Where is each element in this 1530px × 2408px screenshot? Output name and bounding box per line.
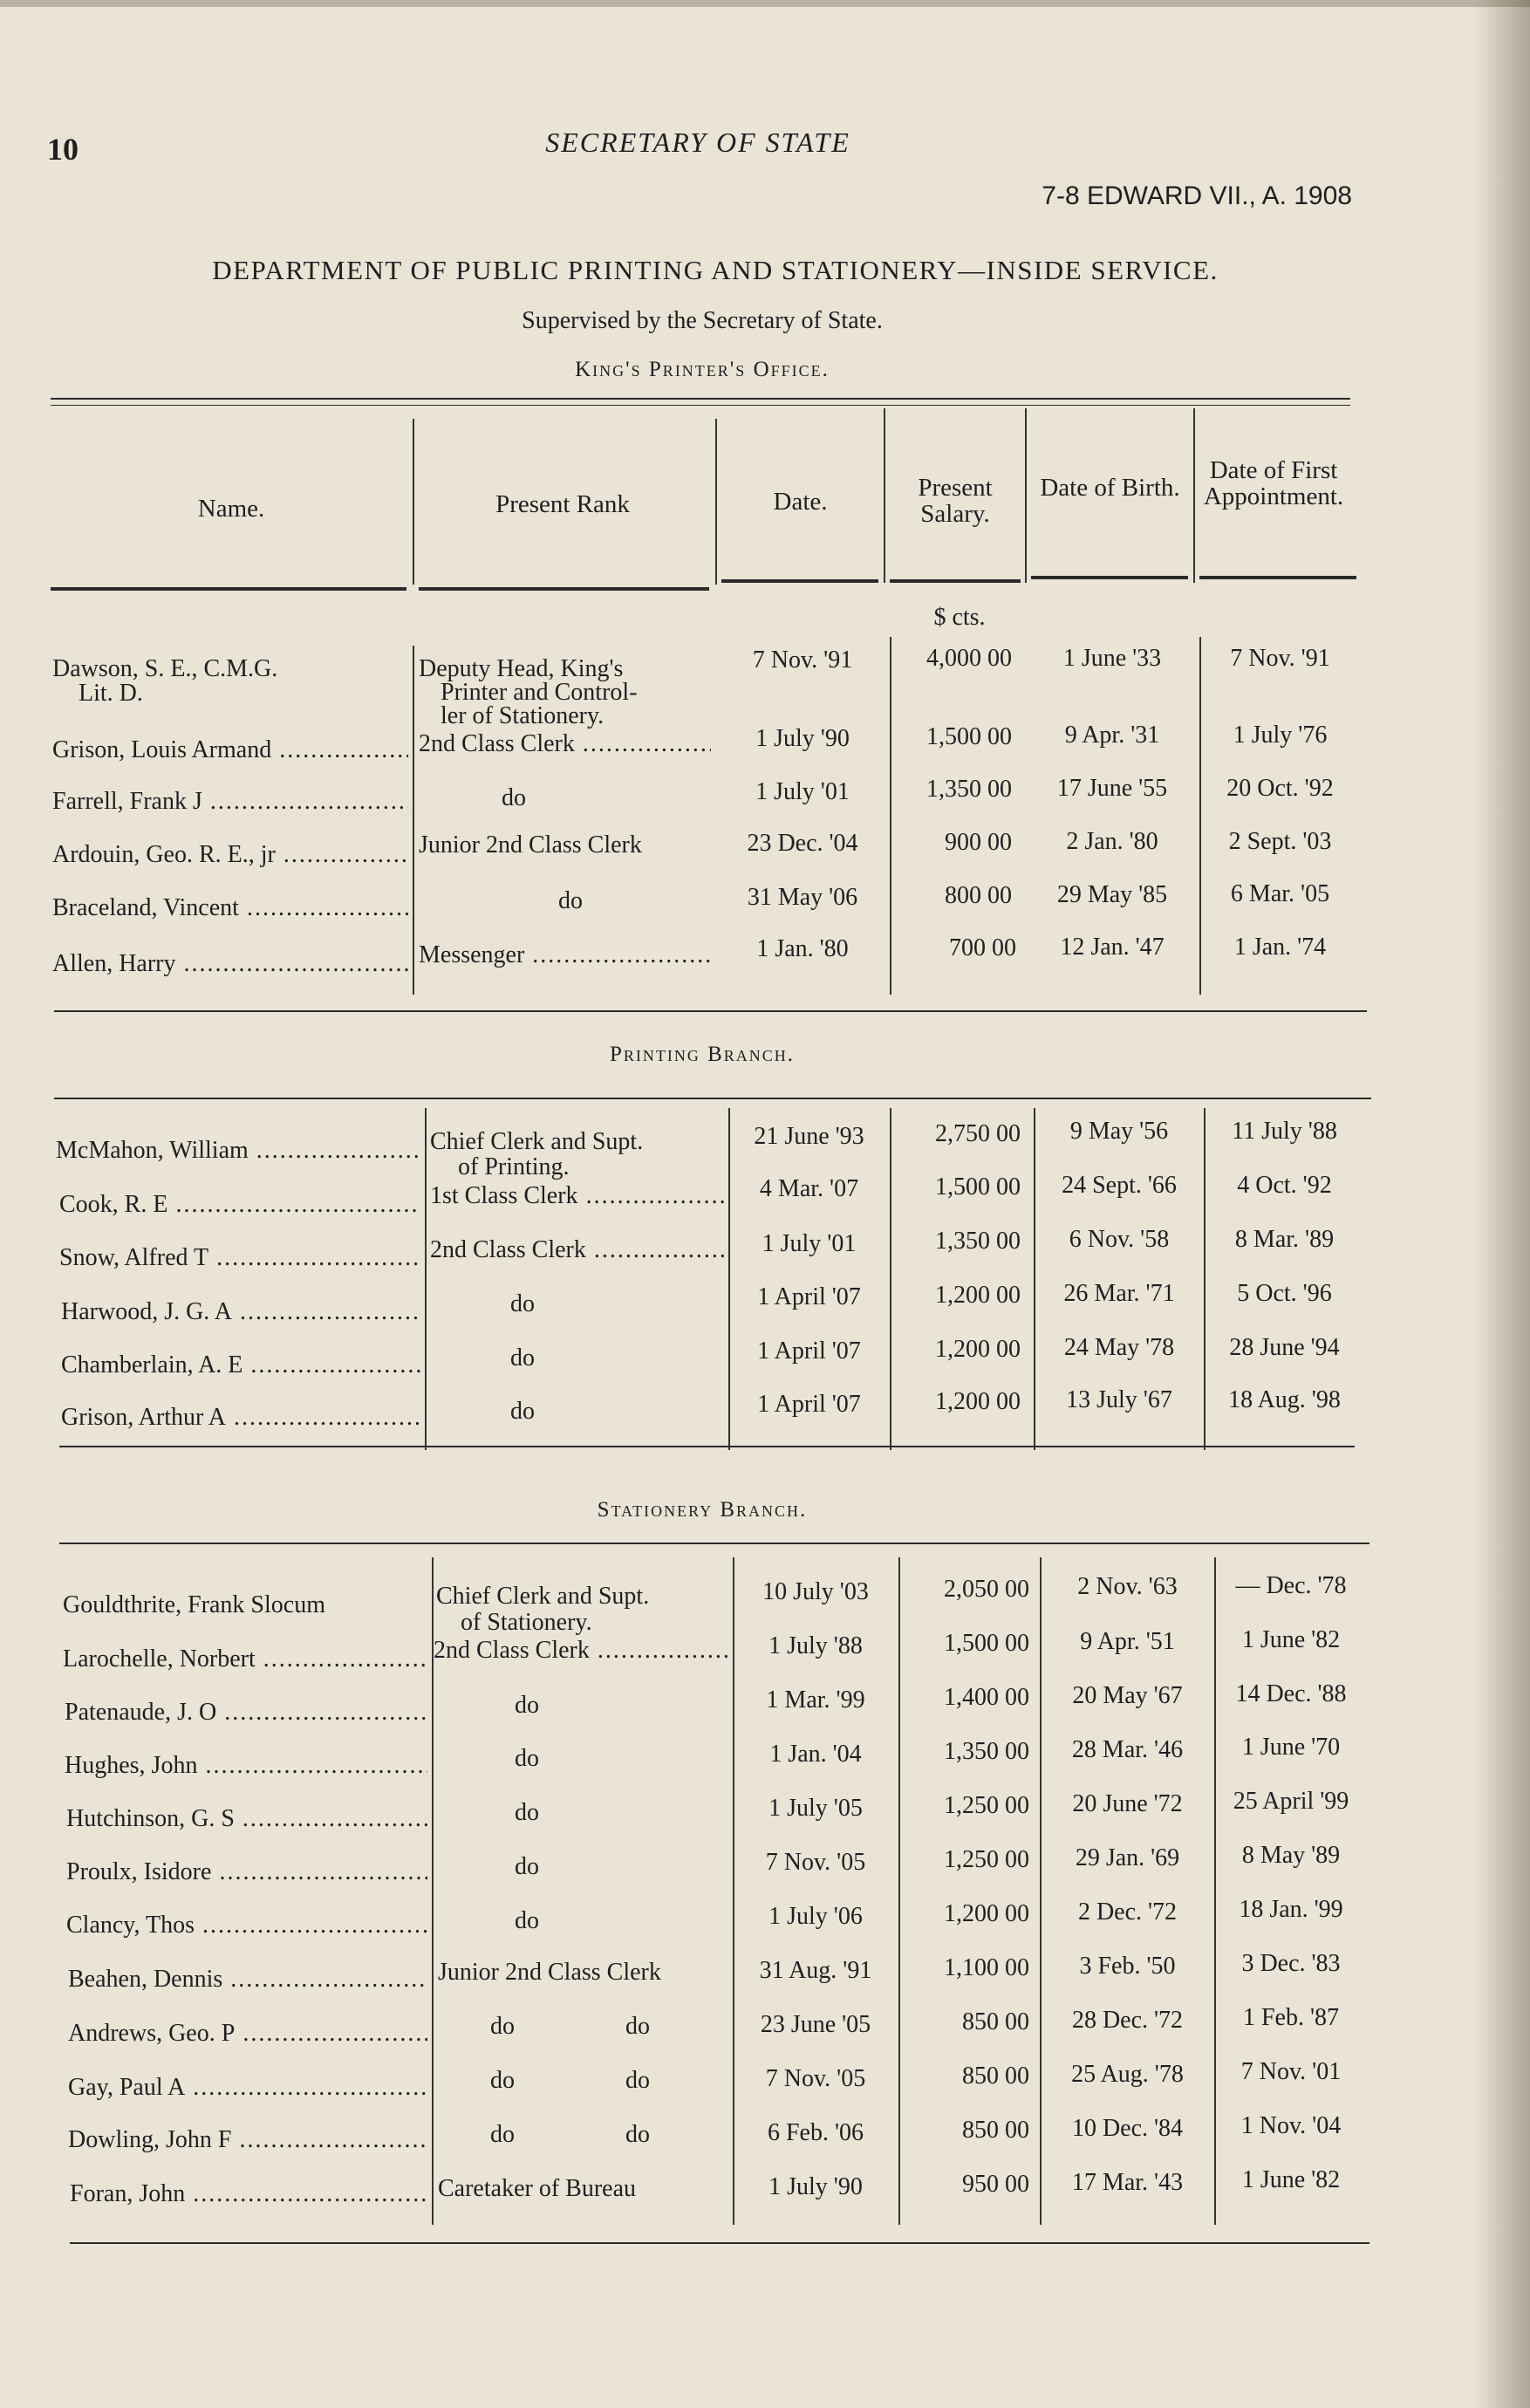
- table-row-rank-cont: ler of Stationery.: [441, 702, 604, 729]
- table-row-date: 1 July '88: [768, 1632, 863, 1659]
- page-top-edge: [0, 0, 1530, 7]
- table-row-appointed: 4 Oct. '92: [1237, 1172, 1332, 1199]
- table-row-rank: 2nd Class Clerk .....: [430, 1237, 725, 1263]
- table-row-appointed: 20 Oct. '92: [1226, 775, 1334, 802]
- table-row-salary: 1,400 00: [944, 1684, 1029, 1711]
- table-row-name: Larochelle, Norbert .....: [63, 1646, 427, 1673]
- header-underline: [890, 579, 1021, 583]
- table-row-salary: 800 00: [945, 882, 1012, 909]
- table-row-birth: 6 Nov. '58: [1069, 1226, 1170, 1253]
- table-row-birth: 10 Dec. '84: [1071, 2115, 1184, 2142]
- table-bottom-rule: [70, 2242, 1369, 2244]
- header-col-rule: [1193, 408, 1195, 583]
- table-row-appointed: 2 Sept. '03: [1228, 828, 1332, 855]
- header-underline: [721, 579, 878, 583]
- table-row-birth: 20 June '72: [1072, 1790, 1183, 1817]
- table-row-salary: 900 00: [945, 829, 1012, 856]
- table-row-rank: 1st Class Clerk .....: [430, 1183, 725, 1209]
- table-row-date: 7 Nov. '05: [765, 1849, 866, 1876]
- table-row-rank: Junior 2nd Class Clerk: [419, 831, 642, 859]
- col-header-salary: Present Salary.: [918, 474, 993, 528]
- table-row-appointed: 14 Dec. '88: [1235, 1680, 1347, 1707]
- table-row-appointed: 11 July '88: [1232, 1118, 1337, 1145]
- header-col-rule: [884, 408, 885, 583]
- table-row-name: Beahen, Dennis .....: [68, 1967, 427, 1993]
- table-row-date: 1 July '06: [768, 1903, 863, 1930]
- table-row-name: Snow, Alfred T .....: [59, 1245, 420, 1271]
- table-row-birth: 28 Mar. '46: [1071, 1736, 1184, 1763]
- table-row-date: 1 April '07: [757, 1391, 861, 1418]
- table-row-salary: 2,750 00: [935, 1120, 1021, 1147]
- table-row-name: Ardouin, Geo. R. E., jr .....: [52, 842, 408, 868]
- table-row-appointed: 1 July '76: [1233, 722, 1328, 749]
- table-row-date: 1 July '05: [768, 1795, 863, 1822]
- table-row-appointed: 25 April '99: [1233, 1788, 1349, 1815]
- header-underline: [1199, 576, 1356, 579]
- table-row-birth: 24 May '78: [1063, 1334, 1175, 1361]
- table-row-date: 23 June '05: [760, 2011, 871, 2038]
- table-row-name: Cook, R. E .....: [59, 1192, 420, 1218]
- table-row-rank: do do: [490, 2067, 650, 2094]
- currency-label: $ cts.: [933, 604, 986, 631]
- table-row-birth: 12 Jan. '47: [1060, 934, 1165, 961]
- col-header-name: Name.: [197, 495, 265, 523]
- col-header-rank: Present Rank: [495, 490, 630, 518]
- table-row-name: Clancy, Thos .....: [66, 1912, 427, 1939]
- section-top-rule: [59, 1543, 1369, 1544]
- table-row-rank: Messenger .....: [419, 942, 711, 968]
- col-rule: [898, 1557, 900, 2225]
- table-row-salary: 850 00: [962, 2117, 1029, 2144]
- department-title: DEPARTMENT OF PUBLIC PRINTING AND STATIONERY—INSIDE SERVICE.: [212, 255, 1219, 285]
- table-row-salary: 700 00: [949, 934, 1016, 961]
- table-row-salary: 850 00: [962, 2063, 1029, 2090]
- table-row-name-cont: Lit. D.: [79, 680, 143, 707]
- section-title-kings-printer: King's Printer's Office.: [575, 358, 830, 381]
- header-underline: [1031, 576, 1188, 579]
- table-row-name: Grison, Arthur A .....: [61, 1405, 420, 1431]
- col-rule: [1199, 637, 1201, 995]
- table-row-name: Patenaude, J. O .....: [65, 1700, 427, 1726]
- table-row-name: Chamberlain, A. E .....: [61, 1352, 420, 1378]
- section-rule: [54, 1010, 1367, 1012]
- table-top-rule: [51, 398, 1350, 400]
- table-row-appointed: 1 June '82: [1241, 2166, 1341, 2193]
- col-rule: [1040, 1557, 1042, 2225]
- table-row-appointed: 7 Nov. '91: [1230, 645, 1330, 672]
- table-row-date: 6 Feb. '06: [767, 2119, 864, 2146]
- table-row-rank: do: [515, 1799, 539, 1826]
- table-row-rank: Chief Clerk and Supt.: [436, 1583, 650, 1610]
- table-row-date: 7 Nov. '91: [752, 646, 853, 674]
- col-rule: [890, 637, 891, 995]
- table-row-salary: 950 00: [962, 2171, 1029, 2198]
- table-row-birth: 20 May '67: [1072, 1682, 1183, 1709]
- table-row-birth: 13 July '67: [1066, 1386, 1172, 1413]
- table-row-birth: 26 Mar. '71: [1063, 1280, 1175, 1307]
- table-row-rank: do: [510, 1344, 535, 1372]
- table-row-birth: 17 June '55: [1056, 775, 1168, 802]
- table-row-appointed: 1 Jan. '74: [1233, 934, 1327, 961]
- col-header-birth: Date of Birth.: [1040, 474, 1180, 502]
- table-row-date: 10 July '03: [762, 1578, 869, 1605]
- table-row-name: Farrell, Frank J .....: [52, 789, 408, 815]
- table-row-salary: 1,200 00: [935, 1388, 1021, 1415]
- table-row-salary: 1,200 00: [935, 1336, 1021, 1363]
- table-row-appointed: 1 June '70: [1241, 1734, 1341, 1761]
- table-row-salary: 1,350 00: [944, 1738, 1029, 1765]
- table-row-rank: Junior 2nd Class Clerk: [438, 1959, 661, 1986]
- table-row-appointed: 1 Feb. '87: [1242, 2004, 1340, 2031]
- section-rule: [59, 1446, 1355, 1447]
- header-underline: [419, 587, 709, 591]
- col-rule: [1214, 1557, 1216, 2225]
- table-top-rule-thin: [51, 405, 1350, 406]
- table-row-birth: 2 Dec. '72: [1077, 1898, 1178, 1926]
- table-row-birth: 1 June '33: [1062, 645, 1162, 672]
- col-header-date: Date.: [773, 488, 828, 516]
- table-row-rank-cont: of Stationery.: [461, 1609, 592, 1636]
- col-rule: [413, 646, 414, 995]
- table-row-birth: 9 Apr. '31: [1064, 722, 1160, 749]
- table-row-salary: 4,000 00: [926, 645, 1012, 672]
- table-row-birth: 17 Mar. '43: [1071, 2169, 1184, 2196]
- table-row-date: 1 July '90: [768, 2173, 863, 2200]
- col-header-appointment: Date of First Appointment.: [1203, 456, 1344, 510]
- table-row-birth: 2 Nov. '63: [1077, 1573, 1178, 1600]
- header-col-rule: [1025, 408, 1027, 583]
- table-row-name: McMahon, William .....: [56, 1138, 420, 1164]
- table-row-appointed: 6 Mar. '05: [1230, 880, 1330, 907]
- table-row-date: 23 Dec. '04: [747, 830, 858, 857]
- table-row-appointed: 7 Nov. '01: [1240, 2058, 1342, 2085]
- table-row-birth: 2 Jan. '80: [1066, 828, 1158, 855]
- table-row-name: Foran, John .....: [70, 2181, 427, 2207]
- table-row-salary: 1,250 00: [944, 1792, 1029, 1819]
- table-row-appointed: 18 Aug. '98: [1228, 1386, 1341, 1413]
- table-row-date: 7 Nov. '05: [765, 2065, 866, 2092]
- table-row-date: 1 Jan. '04: [769, 1741, 862, 1768]
- table-row-rank-cont: of Printing.: [458, 1153, 570, 1180]
- table-row-birth: 29 Jan. '69: [1075, 1844, 1180, 1871]
- table-row-salary: 1,200 00: [935, 1282, 1021, 1309]
- table-row-rank: Chief Clerk and Supt.: [430, 1128, 644, 1155]
- table-row-birth: 3 Feb. '50: [1079, 1953, 1176, 1980]
- table-row-name: Proulx, Isidore .....: [66, 1859, 427, 1885]
- table-row-rank: do: [510, 1398, 535, 1425]
- table-row-rank: do: [515, 1692, 539, 1719]
- running-head: SECRETARY OF STATE: [545, 127, 850, 158]
- table-row-date: 1 Mar. '99: [766, 1686, 865, 1714]
- table-row-birth: 9 Apr. '51: [1080, 1628, 1175, 1655]
- table-row-rank: do: [515, 1907, 539, 1934]
- header-col-rule: [413, 419, 414, 585]
- table-row-salary: 1,500 00: [926, 723, 1012, 750]
- table-row-salary: 1,200 00: [944, 1900, 1029, 1927]
- table-row-rank: 2nd Class Clerk .....: [419, 731, 711, 757]
- table-row-rank: do: [515, 1853, 539, 1880]
- table-row-name: Gouldthrite, Frank Slocum: [63, 1592, 325, 1618]
- table-row-appointed: 1 June '82: [1241, 1626, 1341, 1653]
- table-row-name: Gay, Paul A .....: [68, 2075, 427, 2101]
- table-row-rank: do: [510, 1290, 535, 1317]
- table-row-salary: 1,500 00: [935, 1173, 1021, 1201]
- table-row-name: Hughes, John .....: [65, 1753, 427, 1779]
- table-row-date: 1 April '07: [757, 1337, 861, 1365]
- table-row-rank: do: [558, 887, 583, 914]
- section-title-printing: Printing Branch.: [609, 1043, 796, 1066]
- table-row-birth: 28 Dec. '72: [1071, 2007, 1184, 2034]
- table-row-date: 1 July '01: [755, 778, 850, 805]
- table-row-salary: 1,500 00: [944, 1630, 1029, 1657]
- page-number: 10: [47, 132, 79, 167]
- header-col-rule: [715, 419, 717, 585]
- table-row-name: Allen, Harry .....: [52, 951, 408, 977]
- table-row-date: 1 July '01: [762, 1230, 857, 1257]
- table-row-salary: 1,350 00: [926, 776, 1012, 803]
- table-row-date: 1 July '90: [755, 725, 850, 752]
- table-row-date: 31 Aug. '91: [759, 1957, 872, 1984]
- table-row-name: Dawson, S. E., C.M.G.: [52, 656, 278, 682]
- table-row-appointed: 18 Jan. '99: [1239, 1896, 1343, 1923]
- table-row-birth: 29 May '85: [1056, 881, 1168, 908]
- table-row-rank: do: [515, 1745, 539, 1772]
- col-rule: [1034, 1108, 1035, 1450]
- table-row-salary: 1,250 00: [944, 1846, 1029, 1873]
- table-row-rank: do do: [490, 2013, 650, 2040]
- col-rule: [1204, 1108, 1206, 1450]
- table-row-birth: 9 May '56: [1069, 1118, 1169, 1145]
- supervised-by: Supervised by the Secretary of State.: [522, 307, 883, 334]
- table-row-name: Grison, Louis Armand .....: [52, 737, 408, 763]
- table-row-salary: 2,050 00: [944, 1576, 1029, 1603]
- table-row-name: Braceland, Vincent .....: [52, 895, 408, 921]
- section-title-stationery: Stationery Branch.: [597, 1498, 808, 1522]
- table-row-birth: 25 Aug. '78: [1071, 2061, 1184, 2088]
- table-row-name: Hutchinson, G. S .....: [66, 1806, 427, 1832]
- table-row-salary: 1,100 00: [944, 1954, 1029, 1981]
- col-rule: [425, 1108, 427, 1450]
- table-row-rank-cont: Printer and Control-: [441, 679, 638, 706]
- table-row-date: 21 June '93: [754, 1123, 864, 1150]
- table-row-rank: Caretaker of Bureau: [438, 2175, 636, 2202]
- table-row-rank: 2nd Class Clerk .....: [434, 1638, 728, 1664]
- table-row-appointed: 1 Nov. '04: [1240, 2112, 1342, 2139]
- table-row-date: 1 April '07: [757, 1283, 861, 1310]
- table-row-date: 4 Mar. '07: [759, 1175, 859, 1202]
- table-row-appointed: 8 Mar. '89: [1234, 1226, 1335, 1253]
- table-row-rank: do do: [490, 2121, 650, 2148]
- table-row-name: Harwood, J. G. A .....: [61, 1299, 420, 1325]
- table-row-rank: Deputy Head, King's: [419, 655, 624, 682]
- table-row-appointed: 8 May '89: [1241, 1842, 1341, 1869]
- table-row-date: 1 Jan. '80: [756, 935, 849, 962]
- table-row-name: Andrews, Geo. P .....: [68, 2021, 427, 2047]
- table-row-appointed: 5 Oct. '96: [1237, 1280, 1332, 1307]
- table-row-appointed: 3 Dec. '83: [1241, 1950, 1341, 1977]
- col-rule: [890, 1108, 891, 1450]
- table-row-name: Dowling, John F .....: [68, 2127, 427, 2153]
- table-row-birth: 24 Sept. '66: [1062, 1172, 1177, 1199]
- section-top-rule: [54, 1098, 1371, 1099]
- session-line: 7-8 EDWARD VII., A. 1908: [1042, 181, 1352, 210]
- table-row-date: 31 May '06: [747, 884, 858, 911]
- table-row-appointed: — Dec. '78: [1235, 1572, 1347, 1599]
- table-row-appointed: 28 June '94: [1229, 1334, 1340, 1361]
- header-underline: [51, 587, 406, 591]
- page-shadow: [1474, 0, 1530, 2408]
- table-row-rank: do: [502, 784, 526, 811]
- table-row-salary: 1,350 00: [935, 1228, 1021, 1255]
- table-row-salary: 850 00: [962, 2008, 1029, 2035]
